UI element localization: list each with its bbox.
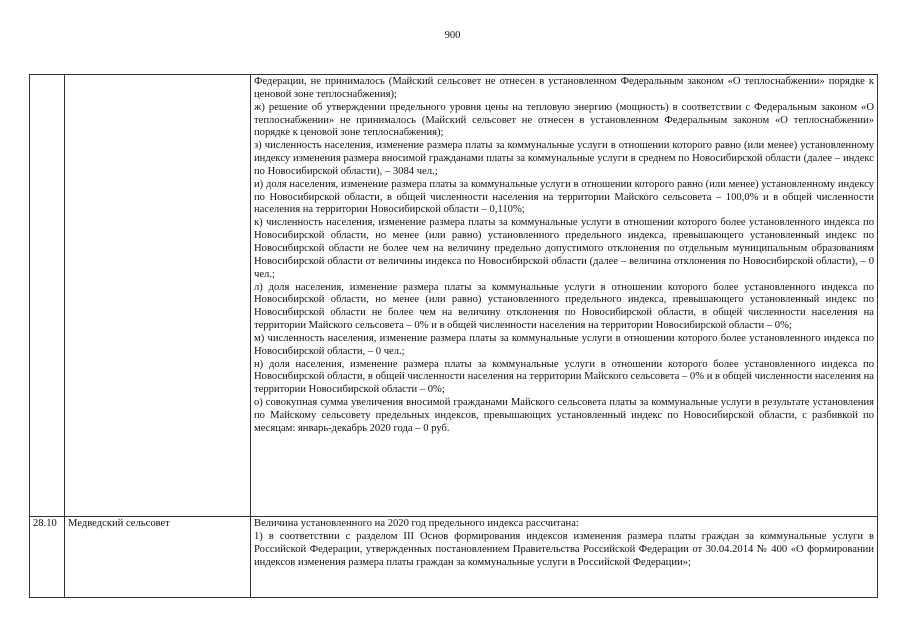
- paragraph: м) численность населения, изменение размера платы за коммунальные услуги в отношении которого более установленного индекса по Новосибирской области, – 0 чел.;: [254, 332, 874, 357]
- row-number-cell: 28.10: [30, 517, 65, 598]
- table-row: [30, 517, 878, 598]
- paragraph: ж) решение об утверждении предельного уровня цены на тепловую энергию (мощность) в соответствии с Федеральным законом «О теплоснабжении» не принималось (Майский сельсовет не отнесен в установленном Федеральным законом «О теплоснабжении» порядке к ценовой зоне теплоснабжения);: [254, 101, 874, 139]
- paragraph: Величина установленного на 2020 год предельного индекса рассчитана:: [254, 518, 579, 529]
- row-number-cell: [30, 75, 65, 517]
- document-table: [29, 74, 878, 598]
- paragraph: о) совокупная сумма увеличения вносимой гражданами Майского сельсовета платы за коммунальные услуги в результате установления по Майскому сельсовету предельных индексов, превышающих установленный индекс по Новосибирской области, с разбивкой по месяцам: январь-декабрь 2020 года – 0 руб.: [254, 397, 874, 434]
- paragraph: н) доля населения, изменение размера платы за коммунальные услуги в отношении которого более установленного индекса по Новосибирской области, в общей численности населения на территории Майского сельсовета – 0% и в общей численности населения на территории Новосибирской области – 0%;: [254, 358, 874, 396]
- municipality-name-cell: Медведский сельсовет: [65, 517, 251, 598]
- paragraph: и) доля населения, изменение размера платы за коммунальные услуги в отношении которого равно (или менее) установленному индексу по Новосибирской области, в общей численности населения на территории Майского сельсовета – 100,0% и в общей численности населения на территории Новосибирской области – 0,110%;: [254, 178, 874, 216]
- table-row: [30, 75, 878, 517]
- municipality-name-cell: [65, 75, 251, 517]
- paragraph: Федерации, не принималось (Майский сельсовет не отнесен в установленном Федеральным законом «О теплоснабжении» порядке к ценовой зоне теплоснабжения);: [254, 76, 874, 100]
- page-number: 900: [444, 30, 461, 41]
- paragraph: л) доля населения, изменение размера платы за коммунальные услуги в отношении которого более установленного индекса по Новосибирской области, но менее (или равно) установленного предельного индекса, превышающего установленный индекс по Новосибирской области не более чем на величину отклонения по Новосибирской области, в общей численности населения на территории Майского сельсовета – 0% и в общей численности населения на территории Новосибирской области – 0%;: [254, 281, 874, 332]
- paragraph: 1) в соответствии с разделом III Основ формирования индексов изменения размера платы граждан за коммунальные услуги в Российской Федерации, утвержденных постановлением Правительства Российской Федерации от 30.04.2014 № 400 «О формировании индексов изменения размера платы граждан за коммунальные услуги в Российской Федерации»;: [254, 530, 874, 568]
- description-cell: [251, 517, 878, 598]
- description-cell: [251, 75, 878, 517]
- paragraph: к) численность населения, изменение размера платы за коммунальные услуги в отношении которого более установленного индекса по Новосибирской области, но менее (или равно) установленного предельного индекса, превышающего установленный индекс по Новосибирской области не более чем на величину предельно допустимого отклонения по отдельным муниципальным образованиям Новосибирской области от величины индекса по Новосибирской области (далее – величина отклонения по Новосибирской области), – 0 чел.;: [254, 217, 874, 280]
- paragraph: з) численность населения, изменение размера платы за коммунальные услуги в отношении которого равно (или менее) установленному индексу изменения размера вносимой гражданами платы за коммунальные услуги в среднем по Новосибирской области (далее – индекс по Новосибирской области), – 3084 чел.;: [254, 140, 874, 177]
